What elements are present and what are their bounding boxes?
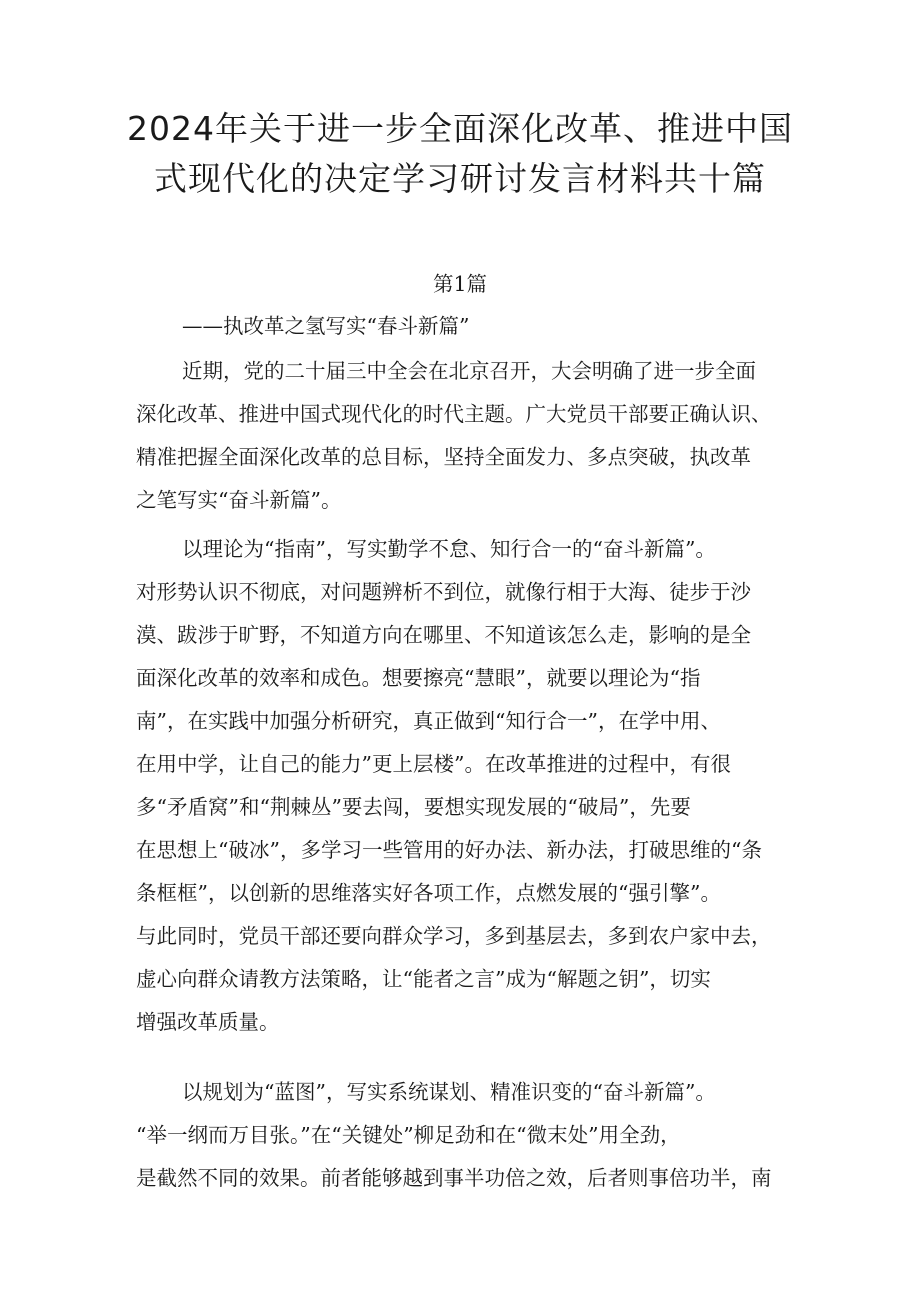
paragraph-line: 条框框”，以创新的思维落实好各项工作，点燃发展的“强引擎”。 <box>136 881 721 905</box>
paragraph <box>136 1071 788 1200</box>
paragraph <box>136 528 788 1044</box>
document-title <box>100 104 820 204</box>
paragraph-line: 对形势认识不彻底，对问题辨析不到位，就像行相于大海、徒步于沙 <box>136 580 751 604</box>
paragraph-line: 是截然不同的效果。前者能够越到事半功倍之效，后者则事倍功半，南 <box>136 1166 772 1190</box>
document-title-line: 式现代化的决定学习研讨发言材料共十篇 <box>154 159 766 198</box>
paragraph-line: 增强改革质量。 <box>136 1010 280 1034</box>
paragraph-line: 与此同时，党员干部还要向群众学习，多到基层去，多到农户家中去， <box>136 924 772 948</box>
document-title-line: 2024年关于进一步全面深化改革、推进中国 <box>127 109 793 148</box>
paragraph-line: 多“矛盾窝”和“荆棘丛”要去闯，要想实现发展的“破局”，先要 <box>136 795 691 819</box>
section-heading: 第1篇 <box>432 272 488 296</box>
paragraph-line: 在思想上“破冰”，多学习一些管用的好办法、新办法，打破思维的“条 <box>136 838 762 862</box>
paragraph-line: 面深化改革的效率和成色。想要擦亮“慧眼”，就要以理论为“指 <box>136 666 701 690</box>
paragraph-line: 虚心向群众请教方法策略，让“能者之言”成为“解题之钥”，切实 <box>136 967 711 991</box>
paragraph <box>136 350 788 522</box>
paragraph-line: 精准把握全面深化改革的总目标，坚持全面发力、多点突破，执改革 <box>136 445 751 469</box>
paragraph-line: 南”，在实践中加强分析研究，真正做到“知行合一”，在学中用、 <box>136 709 721 733</box>
paragraph-line: 以理论为“指南”，写实勤学不怠、知行合一的“奋斗新篇”。 <box>182 537 716 561</box>
paragraph-line: 以规划为“蓝图”，写实系统谋划、精准识变的“奋斗新篇”。 <box>182 1080 716 1104</box>
paragraph-line: 之笔写实“奋斗新篇”。 <box>136 488 342 512</box>
paragraph-line: 漠、跋涉于旷野，不知道方向在哪里、不知道该怎么走，影响的是全 <box>136 623 751 647</box>
paragraph-line: 近期，党的二十届三中全会在北京召开，大会明确了进一步全面 <box>182 359 756 383</box>
paragraph-line: 深化改革、推进中国式现代化的时代主题。广大党员干部要正确认识、 <box>136 402 772 426</box>
section-subtitle: ——执改革之氢写实“春斗新篇” <box>182 314 470 338</box>
paragraph-line: “举一纲而万目张。”在“关键处”柳足劲和在“微末处”用全劲， <box>136 1123 681 1147</box>
paragraph-line: 在用中学，让自己的能力”更上层楼”。在改革推进的过程中，有很 <box>136 752 731 776</box>
